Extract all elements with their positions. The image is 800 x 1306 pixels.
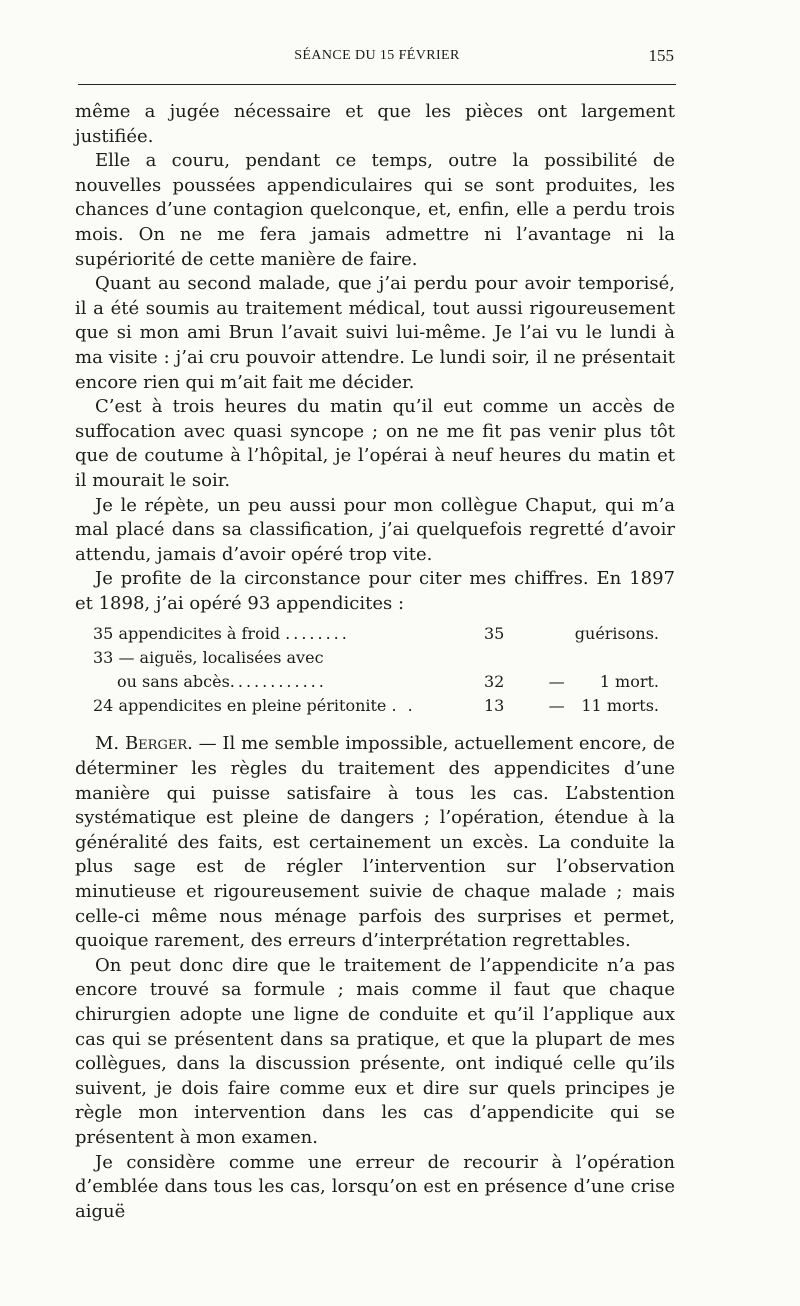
stats-row bbox=[93, 694, 659, 718]
header-rule bbox=[78, 84, 676, 85]
stats-label: 33 — aiguës, localisées avec bbox=[93, 648, 324, 668]
paragraph: Je profite de la circonstance pour citer mes chiffres. En 1897 et 1898, j’ai opéré 93 appendicites : bbox=[75, 568, 675, 614]
spacer bbox=[75, 718, 675, 732]
running-title: SÉANCE DU 15 FÉVRIER bbox=[294, 48, 460, 63]
stats-label: 35 appendicites à froid ........ bbox=[93, 624, 350, 644]
stats-result: 1 mort. bbox=[599, 672, 659, 692]
speaker-name: M. Berger. bbox=[95, 733, 193, 755]
stats-result: 11 morts. bbox=[581, 696, 659, 716]
paragraph: Je considère comme une erreur de recourir à l’opération d’emblée dans tous les cas, lorsqu’on est en présence d’une crise aiguë bbox=[75, 1151, 675, 1222]
paragraph: même a jugée nécessaire et que les pièces ont largement justifiée. bbox=[75, 101, 675, 147]
stats-dash bbox=[538, 622, 574, 646]
paragraph: Elle a couru, pendant ce temps, outre la possibilité de nouvelles poussées appendiculaires qui se sont produites, les chances d’une contagion quelconque, et, enfin, elle a perdu trois mois. On ne me fera jamais admettre ni l’avantage ni la supériorité de cette manière de faire. bbox=[75, 150, 675, 270]
stats-row bbox=[93, 670, 659, 694]
stats-count: 32 bbox=[483, 672, 505, 692]
speaker-text: — Il me semble impossible, actuellement encore, de déterminer les règles du traitement des appendicites d’une manière qui puisse satisfaire à tous les cas. L’abstention systématique est pleine de dangers ; l’opération, étendue à la généralité des faits, est certainement un excès. La conduite la plus sage est de régler l’intervention sur l’observation minutieuse et rigoureusement suivie de chaque malade ; mais celle-ci même nous ménage parfois des surprises et permet, quoique rarement, des erreurs d’interprétation regrettables. bbox=[75, 733, 676, 952]
stats-dash: — bbox=[548, 672, 565, 692]
running-header bbox=[78, 46, 676, 70]
paragraph: C’est à trois heures du matin qu’il eut comme un accès de suffocation avec quasi syncope ; on ne me fit pas venir plus tôt que de coutume à l’hôpital, je l’opérai à neuf heures du matin et il mourait le soir. bbox=[75, 396, 675, 491]
stats-count: 35 bbox=[483, 624, 505, 644]
stats-result: guérisons. bbox=[574, 624, 659, 644]
stats-label: 24 appendicites en pleine péritonite . . bbox=[93, 696, 416, 716]
paragraph: On peut donc dire que le traitement de l’appendicite n’a pas encore trouvé sa formule ; mais comme il faut que chaque chirurgien adopte une ligne de conduite et qu’il l’applique aux cas qui se présentent dans sa pratique, et que la plupart de mes collègues, dans la discussion présente, ont indiqué celle qu’ils suivent, je dois faire comme eux et dire sur quels principes je règle mon intervention dans les cas d’appendicite qui se présentent à mon examen. bbox=[75, 954, 675, 1148]
stats-label: ou sans abcès............ bbox=[117, 672, 327, 692]
stats-row bbox=[93, 646, 659, 670]
stats-row bbox=[93, 622, 659, 646]
speaker-paragraph bbox=[75, 732, 675, 953]
stats-dash: — bbox=[548, 696, 565, 716]
appendicitis-stats-table bbox=[93, 622, 659, 718]
page-number: 155 bbox=[648, 46, 674, 65]
body-text bbox=[75, 100, 675, 1224]
stats-count: 13 bbox=[483, 696, 505, 716]
paragraph: Quant au second malade, que j’ai perdu pour avoir temporisé, il a été soumis au traitement médical, tout aussi rigoureusement que si mon ami Brun l’avait suivi lui-même. Je l’ai vu le lundi à ma visite : j’ai cru pouvoir attendre. Le lundi soir, il ne présentait encore rien qui m’ait fait me décider. bbox=[75, 273, 675, 393]
paragraph: Je le répète, un peu aussi pour mon collègue Chaput, qui m’a mal placé dans sa classification, j’ai quelquefois regretté d’avoir attendu, jamais d’avoir opéré trop vite. bbox=[75, 494, 675, 565]
